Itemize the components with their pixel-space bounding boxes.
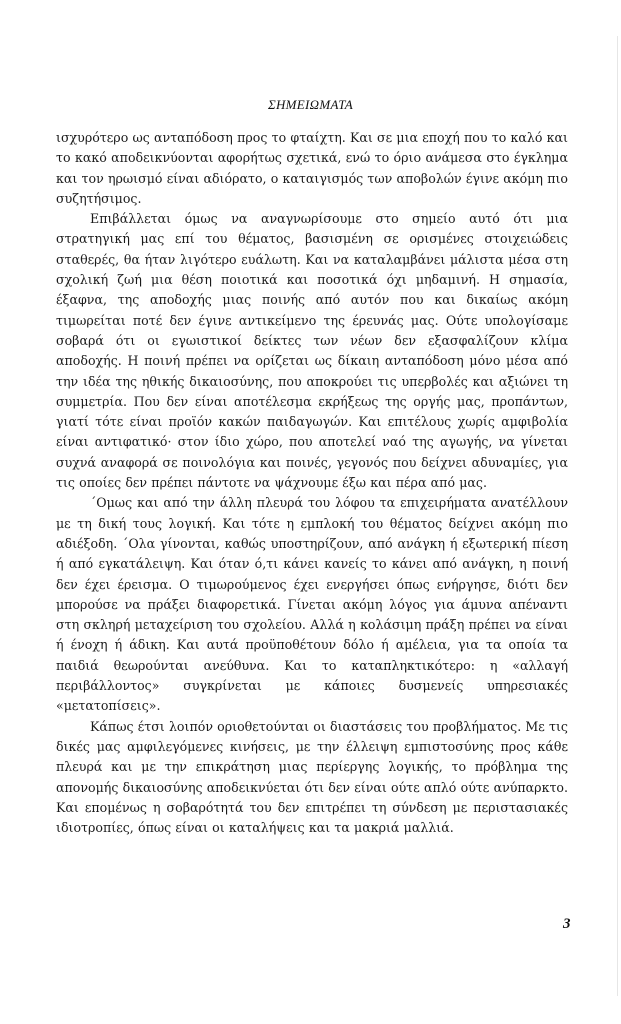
page-edge-shadow bbox=[617, 36, 618, 996]
page-number: 3 bbox=[563, 916, 571, 932]
paragraph-continuation: ισχυρότερο ως ανταπόδοση προς το φταίχτη. Και σε μια εποχή που το καλό και το κακό αποδεικνύονται αφορήτως σχετικά, ενώ το όριο ανάμεσα στο έγκλημα και τον ηρωισμό είναι αδιόρατο, ο καταιγισμός των αποβολών έγινε ακόμη πιο συζητήσιμος. bbox=[56, 130, 568, 206]
running-head: ΣΗΜΕΙΩΜΑΤΑ bbox=[267, 97, 354, 112]
paragraph: Επιβάλλεται όμως να αναγνωρίσουμε στο σημείο αυτό ότι μια στρατηγική μας επί του θέματος, βασισμένη σε ορισμένες στοιχειώδεις σταθερές, θα ήταν λιγότερο ευάλωτη. Και να καταλαμβάνει μάλιστα μέσα στη σχολική ζωή μια θέση ποιοτικά και ποσοτικά όχι μηδαμινή. Η σημασία, έξαφνα, της αποδοχής μιας ποινής από αυτόν που και δικαίως ακόμη τιμωρείται ποτέ δεν έγινε αντικείμενο της έρευνάς μας. Ούτε υπολογίσαμε σοβαρά ότι οι εγωιστικοί δείκτες των νέων δεν εξασφαλίζουν κλίμα αποδοχής. Η ποινή πρέπει να ορίζεται ως δίκαιη ανταπόδοση μόνο μέσα από την ιδέα της ηθικής δικαιοσύνης, που αποκρούει τις υπερβολές και αξιώνει τη συμμετρία. Που δεν είναι αποτέλεσμα εκρήξεως της οργής μας, προπάντων, γιατί τότε είναι προϊόν κακών παιδαγωγών. Και επιτέλους χωρίς αμφιβολία είναι αντιφατικό· στον ίδιο χώρο, που αποτελεί ναό της αγωγής, να γίνεται συχνά αναφορά σε ποινολόγια και ποινές, γεγονός που δείχνει αδυναμίες, για τις οποίες δεν πρέπει πάντοτε να ψάχνουμε έξω και πέρα από μας. bbox=[56, 211, 568, 491]
paragraph: Κάπως έτσι λοιπόν οριοθετούνται οι διαστάσεις του προβλήματος. Με τις δικές μας αμφιλεγόμενες κινήσεις, με την έλλειψη εμπιστοσύνης προς κάθε πλευρά και με την επικράτηση μιας περίεργης λογικής, το πρόβλημα της απονομής δικαιοσύνης αποδεικνύεται ότι δεν είναι ούτε απλό ούτε ανύπαρκτο. Και επομένως η σοβαρότητά του δεν επιτρέπει τη σύνδεση με περιστασιακές ιδιοτροπίες, όπως είναι οι καταλήψεις και τα μακριά μαλλιά. bbox=[56, 718, 568, 836]
paragraph: ΄Ομως και από την άλλη πλευρά του λόφου τα επιχειρήματα ανατέλλουν με τη δική τους λογική. Και τότε η εμπλοκή του θέματος δείχνει ακόμη πιο αδιέξοδη. ΄Ολα γίνονται, καθώς υποστηρίζουν, από ανάγκη ή εξωτερική πίεση ή από εγκατάλειψη. Και όταν ό,τι κάνει κανείς το κάνει από ανάγκη, η ποινή δεν έχει έρεισμα. Ο τιμωρούμενος έχει ενεργήσει όπως ενήργησε, διότι δεν μπορούσε να πράξει διαφορετικά. Γίνεται ακόμη λόγος για άμυνα απέναντι στη σκληρή μεταχείριση του σχολείου. Αλλά η κολάσιμη πράξη πρέπει να είναι ή ένοχη ή άδικη. Και αυτά προϋποθέτουν δόλο ή αμέλεια, για τα οποία τα παιδιά θεωρούνται ανεύθυνα. Και το καταπληκτικότερο: η «αλλαγή περιβάλλοντος» συγκρίνεται με κάποιες δυσμενείς υπηρεσιακές «μετατοπίσεις». bbox=[56, 495, 568, 714]
body-text bbox=[56, 128, 568, 838]
